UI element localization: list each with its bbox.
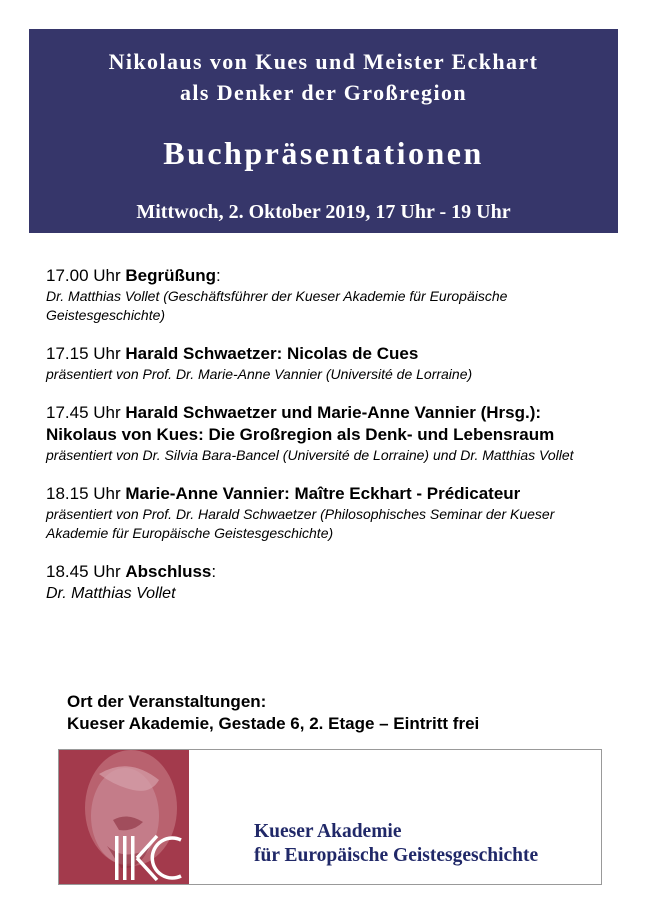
program-item [46,402,616,465]
program-title: Begrüßung [125,266,217,285]
program-suffix: : [211,562,217,581]
program-time: 18.45 Uhr [46,562,126,581]
program-desc: Dr. Matthias Vollet [46,585,176,602]
venue-place: Kueser Akademie, Gestade 6, 2. Etage – Eintritt frei [67,714,480,733]
program-item [46,561,616,604]
program-item-head [46,483,616,505]
program-item [46,265,616,325]
program-desc: präsentiert von Dr. Silvia Bara-Bancel (Université de Lorraine) und Dr. Matthias Vollet [46,447,574,463]
event-date: Mittwoch, 2. Oktober 2019, 17 Uhr - 19 Uhr [136,201,511,223]
program-item [46,343,616,384]
program-item-head [46,265,616,287]
page-title: Buchpräsentationen [163,135,484,171]
program-time: 17.45 Uhr [46,403,126,422]
venue-label: Ort der Veranstaltungen: [67,692,267,711]
header-line-1: Nikolaus von Kues und Meister Eckhart [108,49,539,74]
venue-info [67,691,479,735]
program-item-head [46,561,616,583]
program-item [46,483,616,543]
program-list [46,265,616,622]
program-title: Marie-Anne Vannier: Maître Eckhart - Prédicateur [125,484,521,503]
academy-name [254,820,538,868]
program-item-head [46,343,616,365]
academy-name-line-1: Kueser Akademie [254,821,402,842]
program-time: 17.15 Uhr [46,344,126,363]
header-line-2: als Denker der Großregion [180,80,467,105]
program-desc: Dr. Matthias Vollet (Geschäftsführer der Kueser Akademie für Europäische Geistesgeschichte) [46,288,508,323]
program-desc: präsentiert von Prof. Dr. Harald Schwaetzer (Philosophisches Seminar der Kueser Akademie für Europäische Geistesgeschichte) [46,506,555,541]
academy-name-line-2: für Europäische Geistesgeschichte [254,845,539,866]
logo-banner [58,749,602,885]
program-title: Harald Schwaetzer: Nicolas de Cues [125,344,419,363]
program-title: Harald Schwaetzer und Marie-Anne Vannier (Hrsg.): Nikolaus von Kues: Die Großregion als Denk- und Lebensraum [46,403,555,444]
program-suffix: : [216,266,221,285]
program-title: Abschluss [125,562,212,581]
program-desc: präsentiert von Prof. Dr. Marie-Anne Vannier (Université de Lorraine) [46,366,473,382]
program-item-head [46,402,616,446]
program-time: 17.00 Uhr [46,266,126,285]
academy-logo-image [59,750,189,884]
header-banner [29,29,618,233]
program-time: 18.15 Uhr [46,484,126,503]
